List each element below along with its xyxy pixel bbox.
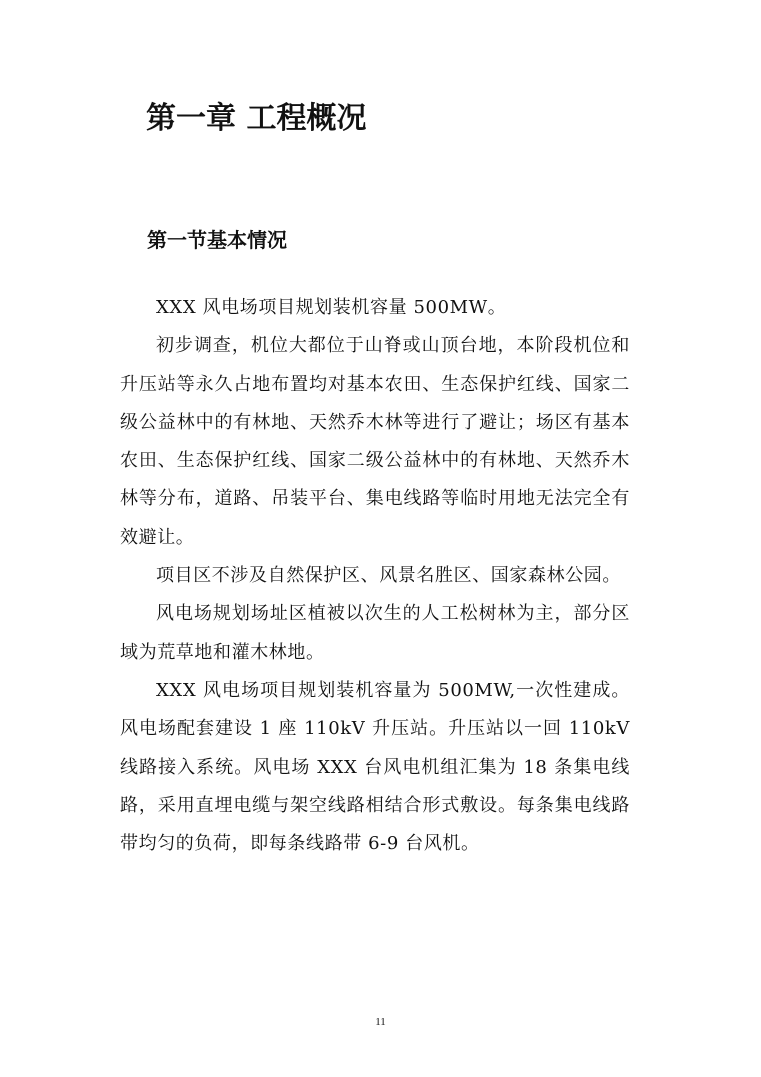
- section-title: 第一节基本情况: [147, 228, 287, 252]
- body-text: [120, 289, 630, 863]
- paragraph-protected-areas: 项目区不涉及自然保护区、风景名胜区、国家森林公园。: [156, 565, 621, 587]
- paragraph-construction: XXX 风电场项目规划装机容量为 500MW,一次性建成。风电场配套建设 1 座 110kV 升压站。升压站以一回 110kV 线路接入系统。风电场 XXX 台风电机组汇集为 18 条集电线路，采用直埋电缆与架空线路相结合形式敷设。每条集电线路带均匀的负荷，即每条线路带 6-9 台风机。: [120, 679, 630, 855]
- paragraph-capacity: XXX 风电场项目规划装机容量 500MW。: [156, 297, 507, 318]
- chapter-title: 第一章 工程概况: [146, 101, 367, 136]
- page-number: 11: [375, 1016, 386, 1028]
- paragraph-vegetation: 风电场规划场址区植被以次生的人工松树林为主，部分区域为荒草地和灌木林地。: [120, 603, 630, 663]
- paragraph-site-survey: 初步调查，机位大都位于山脊或山顶台地，本阶段机位和升压站等永久占地布置均对基本农田、生态保护红线、国家二级公益林中的有林地、天然乔木林等进行了避让；场区有基本农田、生态保护红线、国家二级公益林中的有林地、天然乔木林等分布，道路、吊装平台、集电线路等临时用地无法完全有效避让。: [120, 335, 630, 548]
